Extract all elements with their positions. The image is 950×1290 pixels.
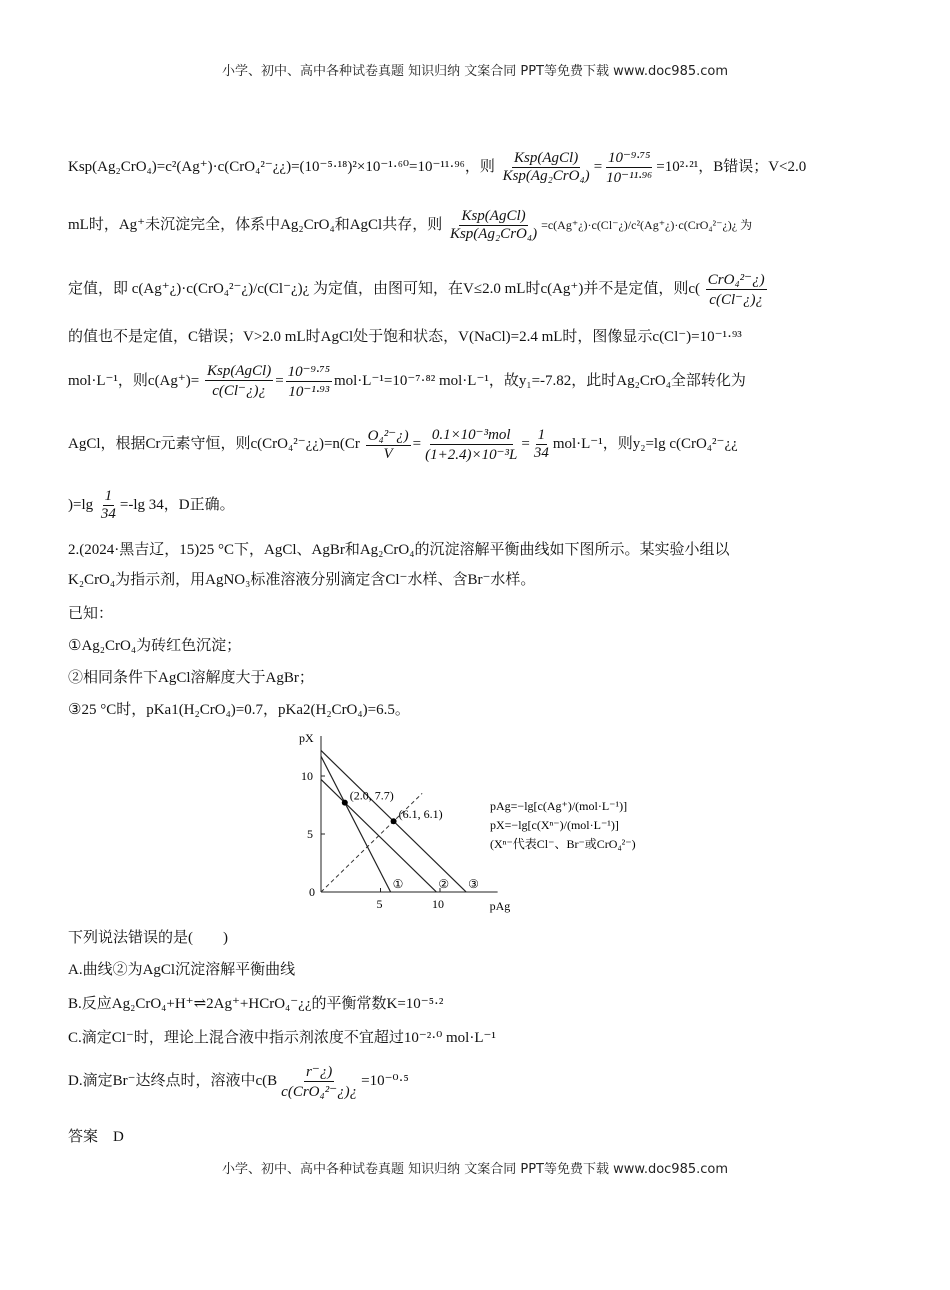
fraction xyxy=(279,1062,359,1101)
text: Ksp(Ag₂CrO₄)=c²(Ag⁺)·c(CrO₄²⁻¿¿)=(10⁻⁵·¹⁸)²×10⁻¹·⁶⁰=10⁻¹¹·⁹⁶，则 xyxy=(68,158,495,175)
point-label: (6.1, 6.1) xyxy=(398,807,443,822)
text: =c(Ag⁺¿)·c(Cl⁻¿)/c²(Ag⁺¿)·c(CrO₄²⁻¿)¿ 为 xyxy=(541,217,753,232)
question-text: 2.(2024·黑吉辽，15)25 °C下，AgCl、AgBr和Ag₂CrO₄的沉淀溶解平衡曲线如下图所示。某实验小组以 xyxy=(68,542,730,558)
data-point xyxy=(342,800,348,806)
fraction xyxy=(99,488,118,523)
numerator: 10⁻⁹·⁷⁵ xyxy=(608,150,651,166)
text: =-lg 34，D正确。 xyxy=(119,496,235,513)
question-text: 已知： xyxy=(68,606,114,622)
text: mol·L⁻¹=10⁻⁷·⁸² mol·L⁻¹，故y₁=-7.82，此时Ag₂CrO₄全部转化为 xyxy=(333,372,746,389)
numerator: 1 xyxy=(104,488,113,504)
option-c: C.滴定Cl⁻时，理论上混合液中指示剂浓度不宜超过10⁻²·⁰ mol·L⁻¹ xyxy=(68,1030,496,1046)
tick-label: 10 xyxy=(301,769,313,783)
fraction xyxy=(532,427,551,462)
page-footer: 小学、初中、高中各种试卷真题 知识归纳 文案合同 PPT等免费下载 www.doc985.com xyxy=(221,1162,729,1177)
curve-label: ③ xyxy=(468,877,479,891)
denominator: (1+2.4)×10⁻³L xyxy=(425,447,518,463)
question-text: ①Ag₂CrO₄为砖红色沉淀； xyxy=(68,638,242,654)
numerator: 10⁻⁹·⁷⁵ xyxy=(287,364,330,380)
numerator: Ksp(AgCl) xyxy=(207,363,272,379)
question-prompt: 下列说法错误的是( ) xyxy=(68,930,228,946)
data-point xyxy=(391,818,397,824)
numerator: 0.1×10⁻³mol xyxy=(431,427,511,443)
answer: 答案 D xyxy=(68,1129,124,1145)
fraction xyxy=(448,208,539,243)
fraction xyxy=(706,270,767,309)
y-axis-label: pX xyxy=(299,731,314,745)
tick-label: 5 xyxy=(376,897,383,911)
solution-line xyxy=(68,208,752,243)
denominator: 10⁻¹¹·⁹⁶ xyxy=(606,170,653,186)
numerator: CrO₄²⁻¿) xyxy=(707,272,765,288)
fraction xyxy=(501,150,592,185)
curve-label: ① xyxy=(392,877,404,891)
denominator: V xyxy=(383,446,393,462)
denominator: Ksp(Ag₂CrO₄) xyxy=(449,226,538,242)
denominator: Ksp(Ag₂CrO₄) xyxy=(502,168,590,184)
text: AgCl，根据Cr元素守恒，则c(CrO₄²⁻¿¿)=n(Cr xyxy=(68,435,360,452)
fraction xyxy=(205,363,273,400)
denominator: c(Cl⁻¿)¿ xyxy=(212,383,266,399)
question-text: ③25 °C时，pKa1(H₂CrO₄)=0.7，pKa2(H₂CrO₄)=6.5。 xyxy=(68,702,410,718)
solution-line xyxy=(68,270,769,309)
question-text: ②相同条件下AgCl溶解度大于AgBr； xyxy=(68,670,314,686)
numerator: r⁻¿) xyxy=(306,1064,333,1080)
text: =10²·²¹，B错误；V<2.0 xyxy=(656,158,807,175)
text: D.滴定Br⁻达终点时，溶液中c(B xyxy=(68,1072,278,1089)
tick-label: 0 xyxy=(309,885,315,899)
curve-① xyxy=(321,756,391,892)
text: mol·L⁻¹，则y₂=lg c(CrO₄²⁻¿¿ xyxy=(552,435,738,452)
tick-label: 10 xyxy=(432,897,444,911)
solution-line: AgCl，根据Cr元素守恒，则c(CrO₄²⁻¿¿)=n(Cr $\frac{\text{O₄²⁻¿)}}{V}$ = 0.1×10⁻³mol (1+2.4)×10⁻³L = $\frac{1}{34}$ mol·L⁻¹，则y₂=lg c(CrO₄²⁻¿¿ xyxy=(68,427,738,463)
text: 定值，即 c(Ag⁺¿)·c(CrO₄²⁻¿)/c(Cl⁻¿)¿ 为定值，由图可知，在V≤2.0 mL时c(Ag⁺)并不是定值，则c( xyxy=(68,280,701,297)
annotation: (Xⁿ⁻代表Cl⁻、Br⁻或CrO₄²⁻) xyxy=(490,837,636,851)
solubility-chart xyxy=(290,728,690,918)
point-label: (2.0, 7.7) xyxy=(349,788,394,803)
solution-line: mol·L⁻¹，则c(Ag⁺)= Ksp(AgCl) c(Cl⁻¿)¿ = $\frac{\text{10⁻⁹·⁷⁵}}{\text{10⁻¹·⁹³}}$ mol·L⁻¹=10⁻⁷·⁸² mol·L⁻¹，故y₁=-7.82，此时Ag₂CrO₄全部转化为 xyxy=(68,363,746,400)
x-axis-label: pAg xyxy=(489,899,511,913)
option-a: A.曲线②为AgCl沉淀溶解平衡曲线 xyxy=(68,962,296,978)
numerator: Ksp(AgCl) xyxy=(514,150,579,166)
denominator: 34 xyxy=(100,506,116,522)
solution-line: 的值也不是定值，C错误；V>2.0 mL时AgCl处于饱和状态，V(NaCl)=2.4 mL时，图像显示c(Cl⁻)=10⁻¹·⁹³ xyxy=(68,329,742,345)
fraction xyxy=(366,426,411,463)
numerator: O₄²⁻¿) xyxy=(367,428,409,444)
solution-line xyxy=(68,488,235,523)
fraction xyxy=(286,362,332,401)
option-d xyxy=(68,1062,409,1101)
page-header: 小学、初中、高中各种试卷真题 知识归纳 文案合同 PPT等免费下载 www.doc985.com xyxy=(221,64,729,79)
denominator: c(CrO₄²⁻¿)¿ xyxy=(281,1084,358,1100)
numerator: Ksp(AgCl) xyxy=(461,208,526,224)
annotation: pAg=−lg[c(Ag⁺)/(mol·L⁻¹)] xyxy=(490,799,628,813)
solution-line: Ksp(Ag₂CrO₄)=c²(Ag⁺)·c(CrO₄²⁻¿¿)=(10⁻⁵·¹⁸)²×10⁻¹·⁶⁰=10⁻¹¹·⁹⁶，则 Ksp(AgCl) Ksp(Ag₂CrO₄) = $\frac{\text{10⁻⁹·⁷⁵}}{\text{10⁻¹¹·⁹⁶}}$ =10²·²¹，B错误；V<2.0 xyxy=(68,150,807,186)
annotation: pX=−lg[c(Xⁿ⁻)/(mol·L⁻¹)] xyxy=(490,818,619,832)
denominator: 10⁻¹·⁹³ xyxy=(288,384,330,400)
text: )=lg xyxy=(68,496,94,513)
curve-label: ② xyxy=(438,877,450,891)
text: mol·L⁻¹，则c(Ag⁺)= xyxy=(68,372,200,389)
fraction xyxy=(604,148,654,187)
numerator: 1 xyxy=(537,427,546,443)
fraction xyxy=(423,425,519,464)
tick-label: 5 xyxy=(307,827,313,841)
denominator: c(Cl⁻¿)¿ xyxy=(709,292,764,308)
denominator: 34 xyxy=(533,445,549,461)
question-text: K₂CrO₄为指示剂，用AgNO₃标准溶液分别滴定含Cl⁻水样、含Br⁻水样。 xyxy=(68,572,536,588)
text: mL时，Ag⁺未沉淀完全，体系中Ag₂CrO₄和AgCl共存，则 xyxy=(68,216,443,233)
text: =10⁻⁰·⁵ xyxy=(361,1072,409,1089)
option-b: B.反应Ag₂CrO₄+H⁺⇌2Ag⁺+HCrO₄⁻¿¿的平衡常数K=10⁻⁵·² xyxy=(68,996,444,1012)
